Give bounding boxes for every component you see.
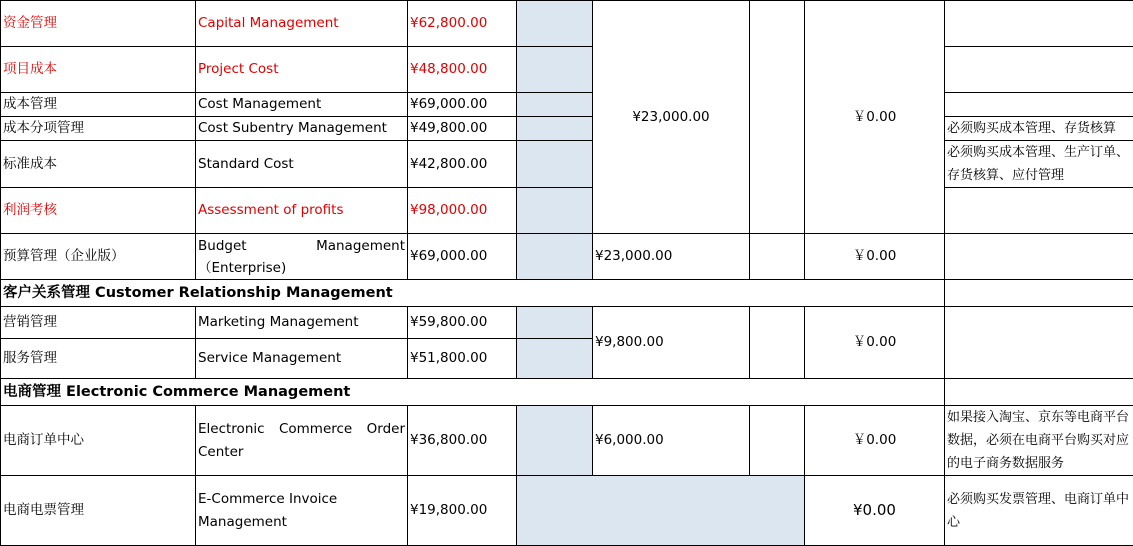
module-en: Standard Cost bbox=[196, 141, 408, 188]
module-cn: 资金管理 bbox=[1, 1, 196, 47]
table-row bbox=[1, 307, 1133, 339]
note-cell: 必须购买成本管理、生产订单、存货核算、应付管理 bbox=[945, 141, 1133, 188]
module-price: ¥69,000.00 bbox=[408, 93, 517, 117]
shaded-cell bbox=[517, 47, 593, 93]
module-en: Project Cost bbox=[196, 47, 408, 93]
note-cell bbox=[945, 307, 1133, 379]
empty-cell bbox=[750, 234, 805, 280]
note-cell bbox=[945, 1, 1133, 47]
module-en-line2: Management bbox=[198, 511, 405, 534]
table-row bbox=[1, 93, 1133, 117]
module-price: ¥59,800.00 bbox=[408, 307, 517, 339]
module-cn: 服务管理 bbox=[1, 339, 196, 379]
shaded-cell bbox=[517, 339, 593, 379]
section-spacer bbox=[945, 280, 1133, 307]
module-en: Capital Management bbox=[196, 1, 408, 47]
module-cn: 预算管理（企业版） bbox=[1, 234, 196, 280]
group-zero: ￥0.00 bbox=[805, 406, 945, 476]
group-zero: ¥0.00 bbox=[805, 476, 945, 546]
module-cn: 成本分项管理 bbox=[1, 117, 196, 141]
module-price: ¥69,000.00 bbox=[408, 234, 517, 280]
section-title: 电商管理 Electronic Commerce Management bbox=[1, 379, 945, 406]
shaded-cell bbox=[517, 1, 593, 47]
module-cn: 电商订单中心 bbox=[1, 406, 196, 476]
table-row bbox=[1, 1, 1133, 47]
group-zero: ￥0.00 bbox=[805, 1, 945, 234]
note-cell bbox=[945, 47, 1133, 93]
section-header bbox=[1, 379, 1133, 406]
module-en: Cost Management bbox=[196, 93, 408, 117]
shaded-cell bbox=[517, 93, 593, 117]
group-price: ¥23,000.00 bbox=[593, 234, 750, 280]
table-row bbox=[1, 117, 1133, 141]
module-cn: 营销管理 bbox=[1, 307, 196, 339]
section-header bbox=[1, 280, 1133, 307]
table-row bbox=[1, 188, 1133, 234]
module-en: Assessment of profits bbox=[196, 188, 408, 234]
group-price: ¥23,000.00 bbox=[593, 1, 750, 234]
module-en-line2: Center bbox=[198, 441, 405, 464]
module-cn: 成本管理 bbox=[1, 93, 196, 117]
module-en-line1: Budget Management bbox=[198, 235, 405, 257]
module-en: Service Management bbox=[196, 339, 408, 379]
module-price: ¥19,800.00 bbox=[408, 476, 517, 546]
module-price: ¥49,800.00 bbox=[408, 117, 517, 141]
table-row bbox=[1, 234, 1133, 280]
section-spacer bbox=[945, 379, 1133, 406]
empty-cell bbox=[750, 1, 805, 234]
note-cell bbox=[945, 93, 1133, 117]
module-cn: 电商电票管理 bbox=[1, 476, 196, 546]
module-en-line1: E-Commerce Invoice bbox=[198, 488, 405, 511]
module-cn: 项目成本 bbox=[1, 47, 196, 93]
module-price: ¥98,000.00 bbox=[408, 188, 517, 234]
module-price: ¥36,800.00 bbox=[408, 406, 517, 476]
module-en-line2: （Enterprise) bbox=[198, 257, 405, 279]
module-en bbox=[196, 234, 408, 280]
shaded-cell bbox=[517, 234, 593, 280]
table-row bbox=[1, 47, 1133, 93]
note-cell bbox=[945, 188, 1133, 234]
module-cn: 标准成本 bbox=[1, 141, 196, 188]
module-en bbox=[196, 476, 408, 546]
module-en-line1: Electronic Commerce Order bbox=[198, 418, 405, 441]
note-cell: 如果接入淘宝、京东等电商平台数据，必须在电商平台购买对应的电子商务数据服务 bbox=[945, 406, 1133, 476]
shaded-cell bbox=[517, 117, 593, 141]
table-row bbox=[1, 476, 1133, 546]
module-price: ¥48,800.00 bbox=[408, 47, 517, 93]
module-price: ¥51,800.00 bbox=[408, 339, 517, 379]
table-row bbox=[1, 141, 1133, 188]
empty-cell bbox=[750, 307, 805, 379]
shaded-cell bbox=[517, 307, 593, 339]
module-cn: 利润考核 bbox=[1, 188, 196, 234]
empty-cell bbox=[750, 406, 805, 476]
note-cell: 必须购买发票管理、电商订单中心 bbox=[945, 476, 1133, 546]
note-cell: 必须购买成本管理、存货核算 bbox=[945, 117, 1133, 141]
note-cell bbox=[945, 234, 1133, 280]
group-price: ¥9,800.00 bbox=[593, 307, 750, 379]
group-zero: ￥0.00 bbox=[805, 307, 945, 379]
module-price: ¥62,800.00 bbox=[408, 1, 517, 47]
module-en: Marketing Management bbox=[196, 307, 408, 339]
section-title: 客户关系管理 Customer Relationship Management bbox=[1, 280, 945, 307]
group-price: ¥6,000.00 bbox=[593, 406, 750, 476]
module-price: ¥42,800.00 bbox=[408, 141, 517, 188]
shaded-cell bbox=[517, 188, 593, 234]
shaded-cell bbox=[517, 476, 805, 546]
shaded-cell bbox=[517, 141, 593, 188]
module-en: Cost Subentry Management bbox=[196, 117, 408, 141]
module-en bbox=[196, 406, 408, 476]
table-row bbox=[1, 406, 1133, 476]
group-zero: ￥0.00 bbox=[805, 234, 945, 280]
shaded-cell bbox=[517, 406, 593, 476]
